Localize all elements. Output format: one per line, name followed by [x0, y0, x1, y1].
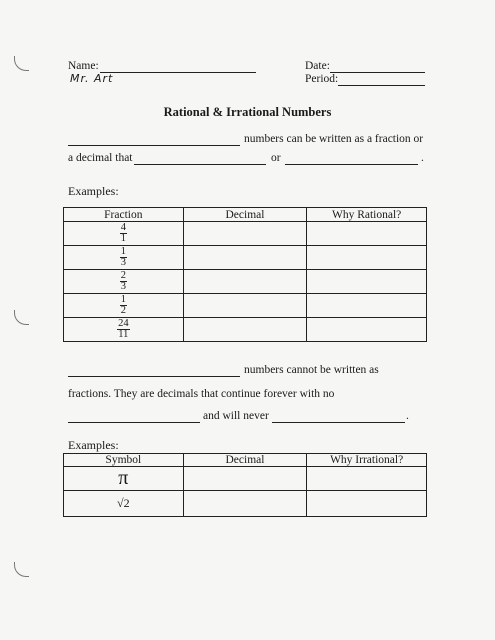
reason-cell[interactable]: [307, 246, 427, 270]
reason-cell[interactable]: [307, 491, 427, 517]
name-field[interactable]: [100, 72, 256, 73]
fraction-1-2: $\frac{1}{2}$: [120, 294, 126, 316]
table-row: [64, 222, 427, 246]
rational-period: .: [421, 152, 424, 164]
decimal-cell[interactable]: [183, 222, 307, 246]
table-row: [64, 491, 427, 517]
reason-cell[interactable]: [307, 467, 427, 491]
pi-symbol: π: [64, 467, 184, 491]
reason-cell[interactable]: [307, 318, 427, 342]
rational-examples-label: Examples:: [68, 184, 119, 198]
date-label: Date:: [305, 60, 330, 72]
sqrt2-symbol: √2: [64, 491, 184, 517]
decimal-cell[interactable]: [183, 294, 307, 318]
period-label: Period:: [305, 73, 339, 85]
date-field[interactable]: [330, 72, 425, 73]
rational-line2-text: a decimal that: [68, 152, 133, 164]
decimal-cell[interactable]: [183, 318, 307, 342]
irrational-line2-text: fractions. They are decimals that continue forever with no: [68, 388, 335, 400]
irrational-line1-text: numbers cannot be written as: [244, 364, 379, 376]
rational-table: [63, 207, 427, 342]
decimal-header: Decimal: [183, 208, 307, 222]
table-row: [64, 467, 427, 491]
rational-blank-1[interactable]: [68, 145, 240, 146]
reason-cell[interactable]: [307, 294, 427, 318]
irrational-line3-text: and will never: [203, 410, 269, 422]
fraction-2-3: $\frac{2}{3}$: [120, 270, 126, 292]
reason-cell[interactable]: [307, 270, 427, 294]
decimal-cell[interactable]: [183, 270, 307, 294]
why-rational-header: Why Rational?: [307, 208, 427, 222]
fraction-24-11: $\frac{24}{11}$: [118, 318, 129, 340]
rational-line1-text: numbers can be written as a fraction or: [244, 133, 424, 145]
decimal-cell[interactable]: [183, 491, 307, 517]
irrational-examples-label: Examples:: [68, 438, 119, 452]
binder-mark-bottom: [14, 562, 29, 577]
rational-blank-3[interactable]: [285, 164, 418, 165]
irrational-table: [63, 453, 427, 517]
decimal-header: Decimal: [183, 454, 307, 467]
fraction-header: Fraction: [64, 208, 184, 222]
table-row: [64, 318, 427, 342]
irrational-period: .: [406, 410, 409, 422]
binder-mark-top: [14, 56, 29, 71]
fraction-4-1: $\frac{4}{1}$: [120, 222, 126, 244]
name-label: Name:: [68, 60, 99, 72]
rational-blank-2[interactable]: [134, 164, 266, 165]
irrational-blank-1[interactable]: [68, 376, 240, 377]
table-row: [64, 246, 427, 270]
name-value: Mr. Art: [70, 72, 114, 85]
period-field[interactable]: [338, 85, 425, 86]
table-row: [64, 270, 427, 294]
fraction-1-3: $\frac{1}{3}$: [120, 246, 126, 268]
binder-mark-middle: [14, 310, 29, 325]
symbol-header: Symbol: [64, 454, 184, 467]
rational-or-text: or: [271, 152, 281, 164]
decimal-cell[interactable]: [183, 467, 307, 491]
decimal-cell[interactable]: [183, 246, 307, 270]
irrational-blank-2[interactable]: [68, 422, 200, 423]
irrational-blank-3[interactable]: [272, 422, 405, 423]
worksheet-title: Rational & Irrational Numbers: [163, 105, 332, 119]
table-row: [64, 294, 427, 318]
why-irrational-header: Why Irrational?: [307, 454, 427, 467]
reason-cell[interactable]: [307, 222, 427, 246]
